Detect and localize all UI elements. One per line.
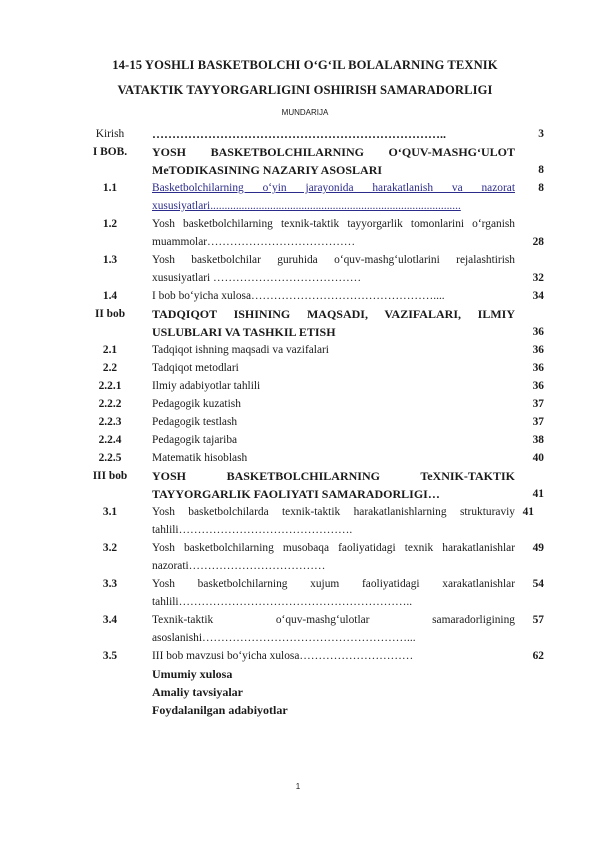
toc-entry xyxy=(84,467,554,503)
toc-entry xyxy=(84,377,554,395)
toc-entry xyxy=(84,611,554,647)
toc-entry-title: Pedagogik kuzatish xyxy=(152,398,241,410)
toc-entry-number: 1.4 xyxy=(102,290,118,302)
toc-entry-number: 2.2.1 xyxy=(98,380,122,392)
toc-entry-number: 2.2.5 xyxy=(98,452,122,464)
toc-entry-number: 1.1 xyxy=(102,182,118,194)
toc-entry-title: Pedagogik tajariba xyxy=(152,434,238,446)
toc-entry-page: 49 xyxy=(532,542,544,554)
toc-entry-title: Yosh basketbolchilarning musobaqa faoliyatidagi texnik harakatlanishlar nazorati……………………………… xyxy=(152,542,515,572)
toc-entry-title: YOSH BASKETBOLCHILARNING TeXNIK-TAKTIK TAYYORGARLIK FAOLIYATI SAMARADORLIGI… xyxy=(152,469,515,501)
toc-entry-title: Yosh basketbolchilarning texnik-taktik tayyorgarlik tomonlarini o‘rganish muammolar………………………………… xyxy=(152,218,515,248)
toc-entry-page: 28 xyxy=(532,236,544,248)
toc-entry-page: 57 xyxy=(532,614,544,626)
toc-entry-number: 3.2 xyxy=(102,542,118,554)
document-title-line-1: 14-15 YOSHLI BASKETBOLCHI O‘G‘IL BOLALARNING TEXNIK xyxy=(112,58,498,72)
toc-entry xyxy=(84,125,554,143)
toc-entry-title: Ilmiy adabiyotlar tahlili xyxy=(152,380,261,392)
toc-entry-number: 1.3 xyxy=(102,254,118,266)
toc-entry xyxy=(84,179,554,215)
toc-entry xyxy=(84,683,554,701)
toc-entry xyxy=(84,647,554,665)
toc-entry-number: I BOB. xyxy=(92,146,128,158)
toc-entry-page: 34 xyxy=(532,290,544,302)
toc-entry-title: Yosh basketbolchilar guruhida o‘quv-mashg‘ulotlarini rejalashtirish xususiyatlari ………………………………… xyxy=(152,254,515,284)
toc-entry-title: Texnik-taktik o‘quv-mashg‘ulotlar samaradorligining asoslanishi………………………………………………... xyxy=(152,614,515,644)
toc-entry-number: 3.1 xyxy=(102,506,118,518)
toc-entry xyxy=(84,359,554,377)
document-title-line-2: VATAKTIK TAYYORGARLIGINI OSHIRISH SAMARADORLIGI xyxy=(117,83,493,97)
toc-entry-page: 32 xyxy=(532,272,544,284)
toc-entry xyxy=(84,215,554,251)
toc-entry-page: 36 xyxy=(532,344,544,356)
toc-entry-number: 2.1 xyxy=(102,344,118,356)
toc-entry xyxy=(84,701,554,719)
contents-heading: MUNDARIJA xyxy=(281,108,329,117)
toc-entry-number: II bob xyxy=(94,308,126,320)
toc-entry-title: Tadqiqot ishning maqsadi va vazifalari xyxy=(152,344,329,356)
toc-entry-page: 8 xyxy=(538,164,544,176)
toc-entry xyxy=(84,431,554,449)
toc-entry-number: 1.2 xyxy=(102,218,118,230)
toc-entry xyxy=(84,449,554,467)
toc-entry-page: 8 xyxy=(538,182,544,194)
toc-entry-number: Kirish xyxy=(95,128,125,140)
toc-entry xyxy=(84,575,554,611)
toc-entry-title: Umumiy xulosa xyxy=(152,667,233,681)
toc-entry-page: 54 xyxy=(532,578,544,590)
toc-entry-title: Yosh basketbolchilarning xujum faoliyatidagi xarakatlanishlar tahlili…………………………………………………….. xyxy=(152,578,515,608)
page-number: 1 xyxy=(295,782,301,791)
toc-entry-number: 3.5 xyxy=(102,650,118,662)
toc-entry-number: 3.4 xyxy=(102,614,118,626)
toc-entry xyxy=(84,665,554,683)
table-of-contents xyxy=(84,125,554,719)
toc-entry-page: 37 xyxy=(532,398,544,410)
toc-entry-title: Matematik hisoblash xyxy=(152,452,248,464)
toc-entry-title: Amaliy tavsiyalar xyxy=(152,685,243,699)
toc-entry-page: 36 xyxy=(532,326,544,338)
toc-entry-number: III bob xyxy=(92,470,128,482)
toc-entry xyxy=(84,287,554,305)
toc-entry-page: 40 xyxy=(532,452,544,464)
toc-entry-page: 37 xyxy=(532,416,544,428)
toc-entry-page: 3 xyxy=(538,128,544,140)
toc-entry-title: TADQIQOT ISHINING MAQSADI, VAZIFALARI, ILMIY USLUBLARI VA TASHKIL ETISH xyxy=(152,307,515,339)
toc-entry-page: 41 xyxy=(522,506,534,518)
toc-entry-page: 41 xyxy=(532,488,544,500)
toc-entry xyxy=(84,395,554,413)
toc-entry-page: 36 xyxy=(532,362,544,374)
toc-entry-number: 2.2.2 xyxy=(98,398,122,410)
toc-entry-page: 38 xyxy=(532,434,544,446)
toc-entry-title: Yosh basketbolchilarda texnik-taktik harakatlanishlarning strukturaviy tahlili………………………………………. xyxy=(152,506,515,536)
toc-entry xyxy=(84,539,554,575)
toc-entry-title: YOSH BASKETBOLCHILARNING O‘QUV-MASHG‘ULOT MeTODIKASINING NAZARIY ASOSLARI xyxy=(152,145,515,177)
toc-entry-number: 2.2.4 xyxy=(98,434,122,446)
toc-entry-title: Tadqiqot metodlari xyxy=(152,362,239,374)
toc-entry-title: Pedagogik testlash xyxy=(152,416,238,428)
toc-entry-title: I bob bo‘yicha xulosa………………………………………….... xyxy=(152,290,445,302)
toc-entry xyxy=(84,251,554,287)
toc-entry-page: 62 xyxy=(532,650,544,662)
toc-entry xyxy=(84,503,554,539)
toc-entry-title: Foydalanilgan adabiyotlar xyxy=(152,703,288,717)
toc-entry-number: 3.3 xyxy=(102,578,118,590)
toc-entry-page: 36 xyxy=(532,380,544,392)
toc-entry-number: 2.2 xyxy=(102,362,118,374)
toc-entry xyxy=(84,341,554,359)
toc-entry xyxy=(84,305,554,341)
toc-entry-link[interactable]: Basketbolchilarning o‘yin jarayonida harakatlanish va nazorat xususiyatlari........................................................................................ xyxy=(152,182,515,212)
toc-entry xyxy=(84,143,554,179)
toc-entry-title: III bob mavzusi bo‘yicha xulosa………………………… xyxy=(152,650,414,662)
toc-entry-number: 2.2.3 xyxy=(98,416,122,428)
toc-entry-title: ……………………………………………………………….. xyxy=(152,127,446,141)
toc-entry xyxy=(84,413,554,431)
